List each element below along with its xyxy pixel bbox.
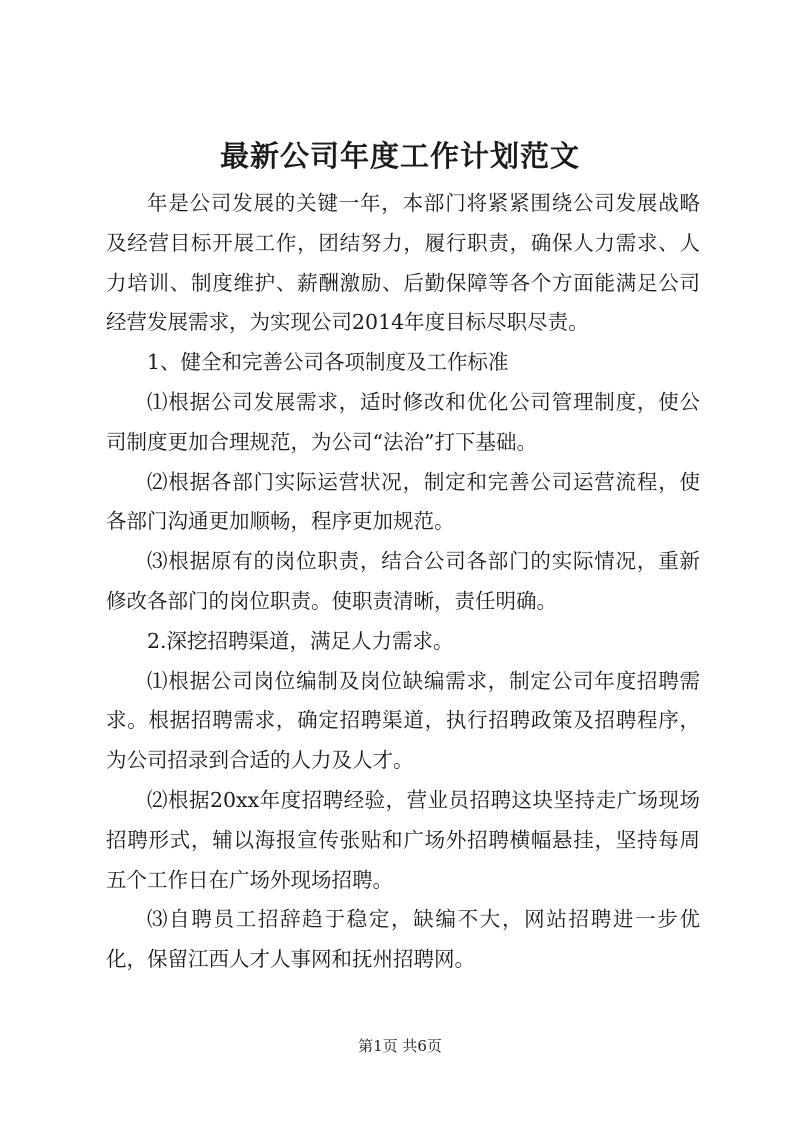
paragraph-2-1: ⑴根据公司岗位编制及岗位缺编需求，制定公司年度招聘需求。根据招聘需求，确定招聘渠道，执行招聘政策及招聘程序，为公司招录到合适的人力及人才。: [106, 668, 700, 773]
paragraph-1-1: ⑴根据公司发展需求，适时修改和优化公司管理制度，使公司制度更加合理规范，为公司“法治”打下基础。: [106, 389, 700, 454]
paragraph-2-2: ⑵根据20xx年度招聘经验，营业员招聘这块坚持走广场现场招聘形式，辅以海报宣传张贴和广场外招聘横幅悬挂，坚持每周五个工作日在广场外现场招聘。: [106, 787, 700, 892]
document-title: 最新公司年度工作计划范文: [219, 139, 580, 173]
paragraph-1-2: ⑵根据各部门实际运营状况，制定和完善公司运营流程，使各部门沟通更加顺畅，程序更加规范。: [106, 469, 700, 534]
section-heading-2: 2.深挖招聘渠道，满足人力需求。: [147, 628, 454, 653]
paragraph-2-3: ⑶自聘员工招辞趋于稳定，缺编不大，网站招聘进一步优化，保留江西人才人事网和抚州招聘网。: [106, 907, 700, 972]
page-indicator: 第1页 共6页: [358, 1037, 442, 1055]
paragraph-1-3: ⑶根据原有的岗位职责，结合公司各部门的实际情况，重新修改各部门的岗位职责。使职责清晰，责任明确。: [106, 549, 700, 613]
section-heading-1: 1、健全和完善公司各项制度及工作标准: [147, 350, 509, 375]
paragraph-intro: 年是公司发展的关键一年，本部门将紧紧围绕公司发展战略及经营目标开展工作，团结努力，履行职责，确保人力需求、人力培训、制度维护、薪酬激励、后勤保障等各个方面能满足公司经营发展需求，为实现公司2014年度目标尽职尽责。: [106, 191, 700, 335]
document-body: [106, 184, 700, 980]
